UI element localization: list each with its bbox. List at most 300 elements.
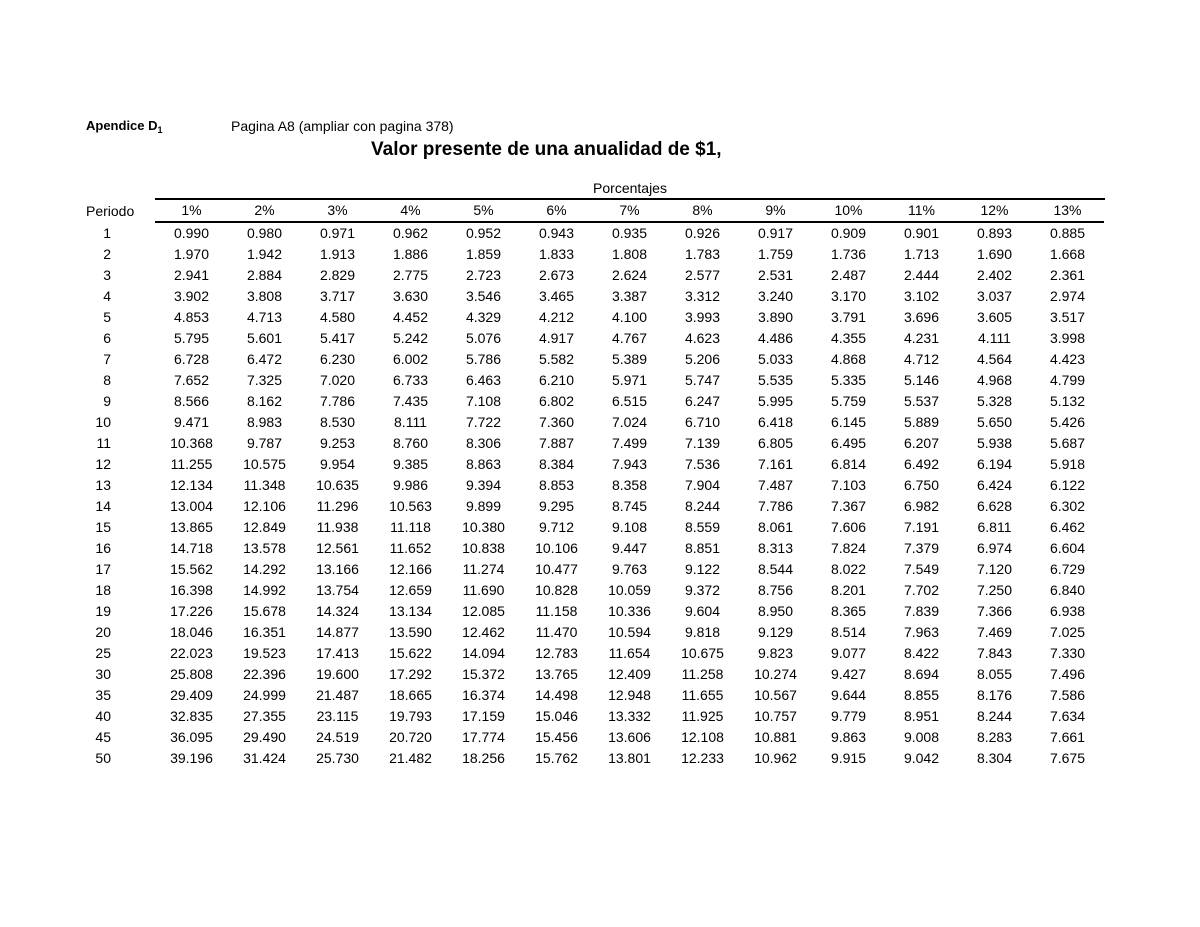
value-cell: 3.605: [976, 309, 1013, 325]
value-cell: 12.409: [608, 666, 651, 682]
value-cell: 14.992: [243, 582, 286, 598]
value-cell: 7.108: [465, 393, 502, 409]
table-row: [86, 349, 1104, 370]
value-cell: 6.122: [1049, 477, 1086, 493]
value-cell: 15.046: [535, 708, 578, 724]
rate-column-header: 8%: [666, 200, 739, 222]
value-cell: 8.559: [684, 519, 721, 535]
value-cell: 6.628: [976, 498, 1013, 514]
table-row: [86, 727, 1104, 748]
value-cell: 14.324: [316, 603, 359, 619]
value-cell: 10.757: [754, 708, 797, 724]
value-cell: 4.713: [246, 309, 283, 325]
table-row: [86, 433, 1104, 454]
value-cell: 19.523: [243, 645, 286, 661]
value-cell: 6.492: [903, 456, 940, 472]
value-cell: 8.022: [830, 561, 867, 577]
value-cell: 5.328: [976, 393, 1013, 409]
value-cell: 21.487: [316, 687, 359, 703]
value-cell: 4.423: [1049, 351, 1086, 367]
value-cell: 6.710: [684, 414, 721, 430]
table-row: [86, 517, 1104, 538]
table-row: [86, 664, 1104, 685]
value-cell: 4.452: [392, 309, 429, 325]
table-row: [86, 370, 1104, 391]
value-cell: 2.974: [1049, 288, 1086, 304]
value-cell: 6.247: [684, 393, 721, 409]
value-cell: 9.779: [830, 708, 867, 724]
value-cell: 7.839: [903, 603, 940, 619]
rate-column-header: 4%: [374, 200, 447, 222]
value-cell: 6.938: [1049, 603, 1086, 619]
value-cell: 11.258: [681, 666, 724, 682]
value-cell: 0.952: [465, 225, 502, 241]
value-cell: 11.938: [316, 519, 359, 535]
annuity-table: [86, 200, 1104, 769]
value-cell: 7.120: [976, 561, 1013, 577]
value-cell: 5.206: [684, 351, 721, 367]
value-cell: 8.694: [903, 666, 940, 682]
value-cell: 3.717: [319, 288, 356, 304]
value-cell: 3.998: [1049, 330, 1086, 346]
value-cell: 19.600: [316, 666, 359, 682]
value-cell: 29.490: [243, 729, 286, 745]
value-cell: 10.274: [754, 666, 797, 682]
rate-column-header: 5%: [447, 200, 520, 222]
value-cell: 6.210: [538, 372, 575, 388]
value-cell: 7.250: [976, 582, 1013, 598]
value-cell: 7.496: [1049, 666, 1086, 682]
period-cell: 12: [95, 456, 111, 472]
value-cell: 3.102: [903, 288, 940, 304]
rate-column-header: 2%: [228, 200, 301, 222]
value-cell: 5.033: [757, 351, 794, 367]
period-cell: 11: [96, 435, 111, 451]
value-cell: 14.498: [535, 687, 578, 703]
value-cell: 10.368: [170, 435, 213, 451]
value-cell: 7.843: [976, 645, 1013, 661]
value-cell: 4.968: [976, 372, 1013, 388]
value-cell: 5.995: [757, 393, 794, 409]
value-cell: 8.244: [684, 498, 721, 514]
value-cell: 4.623: [684, 330, 721, 346]
value-cell: 9.042: [903, 750, 940, 766]
value-cell: 8.544: [757, 561, 794, 577]
value-cell: 3.808: [246, 288, 283, 304]
value-cell: 4.100: [611, 309, 648, 325]
value-cell: 6.982: [903, 498, 940, 514]
value-cell: 13.578: [243, 540, 286, 556]
period-cell: 17: [95, 561, 111, 577]
value-cell: 10.962: [754, 750, 797, 766]
rate-column-header: 13%: [1031, 200, 1104, 222]
value-cell: 5.076: [465, 330, 502, 346]
value-cell: 4.231: [903, 330, 940, 346]
value-cell: 32.835: [170, 708, 213, 724]
value-cell: 17.226: [170, 603, 213, 619]
value-cell: 10.838: [462, 540, 505, 556]
value-cell: 16.374: [462, 687, 505, 703]
value-cell: 15.456: [535, 729, 578, 745]
value-cell: 8.283: [976, 729, 1013, 745]
value-cell: 36.095: [170, 729, 213, 745]
value-cell: 8.951: [903, 708, 940, 724]
value-cell: 7.020: [319, 372, 356, 388]
value-cell: 23.115: [316, 708, 359, 724]
value-cell: 14.292: [243, 561, 286, 577]
value-cell: 5.650: [976, 414, 1013, 430]
value-cell: 6.974: [976, 540, 1013, 556]
value-cell: 1.913: [319, 246, 356, 262]
value-cell: 6.802: [538, 393, 575, 409]
value-cell: 5.335: [830, 372, 867, 388]
value-cell: 13.606: [608, 729, 651, 745]
value-cell: 1.886: [392, 246, 429, 262]
value-cell: 5.971: [611, 372, 648, 388]
value-cell: 6.495: [830, 435, 867, 451]
value-cell: 6.840: [1049, 582, 1086, 598]
value-cell: 4.853: [173, 309, 210, 325]
value-cell: 27.355: [243, 708, 286, 724]
period-cell: 9: [103, 393, 111, 409]
value-cell: 4.111: [978, 330, 1011, 346]
value-cell: 6.207: [903, 435, 940, 451]
value-cell: 4.486: [757, 330, 794, 346]
value-cell: 17.159: [462, 708, 505, 724]
value-cell: 5.918: [1049, 456, 1086, 472]
value-cell: 3.696: [903, 309, 940, 325]
value-cell: 8.950: [757, 603, 794, 619]
value-cell: 22.023: [170, 645, 213, 661]
value-cell: 7.786: [319, 393, 356, 409]
table-row: [86, 559, 1104, 580]
value-cell: 5.132: [1049, 393, 1086, 409]
value-cell: 18.665: [389, 687, 432, 703]
value-cell: 6.424: [976, 477, 1013, 493]
value-cell: 8.760: [392, 435, 429, 451]
value-cell: 6.729: [1049, 561, 1086, 577]
table-header: [86, 200, 1104, 222]
table-body: [86, 222, 1104, 769]
value-cell: 7.469: [976, 624, 1013, 640]
value-cell: 4.355: [830, 330, 867, 346]
value-cell: 10.828: [535, 582, 578, 598]
value-cell: 4.580: [319, 309, 356, 325]
value-cell: 10.675: [681, 645, 724, 661]
value-cell: 5.426: [1049, 414, 1086, 430]
value-cell: 9.954: [319, 456, 356, 472]
value-cell: 1.736: [830, 246, 867, 262]
rate-column-header: 10%: [812, 200, 885, 222]
value-cell: 6.418: [757, 414, 794, 430]
value-cell: 12.561: [316, 540, 359, 556]
value-cell: 17.292: [389, 666, 432, 682]
value-cell: 15.762: [535, 750, 578, 766]
value-cell: 25.808: [170, 666, 213, 682]
value-cell: 3.517: [1049, 309, 1086, 325]
value-cell: 15.372: [462, 666, 505, 682]
value-cell: 8.853: [538, 477, 575, 493]
value-cell: 18.256: [462, 750, 505, 766]
value-cell: 13.754: [316, 582, 359, 598]
value-cell: 0.962: [392, 225, 429, 241]
value-cell: 10.594: [608, 624, 651, 640]
value-cell: 5.242: [392, 330, 429, 346]
value-cell: 7.360: [538, 414, 575, 430]
value-cell: 5.889: [903, 414, 940, 430]
value-cell: 6.814: [830, 456, 867, 472]
value-cell: 2.941: [173, 267, 210, 283]
value-cell: 7.661: [1049, 729, 1086, 745]
value-cell: 11.654: [608, 645, 651, 661]
period-cell: 10: [95, 414, 111, 430]
value-cell: 3.890: [757, 309, 794, 325]
page-reference: Pagina A8 (ampliar con pagina 378): [231, 118, 454, 134]
value-cell: 7.943: [611, 456, 648, 472]
value-cell: 5.601: [246, 330, 283, 346]
value-cell: 8.514: [830, 624, 867, 640]
value-cell: 5.146: [903, 372, 940, 388]
value-cell: 11.296: [316, 498, 359, 514]
value-cell: 5.786: [465, 351, 502, 367]
value-cell: 3.993: [684, 309, 721, 325]
value-cell: 8.304: [976, 750, 1013, 766]
value-cell: 12.233: [681, 750, 724, 766]
value-cell: 8.176: [976, 687, 1013, 703]
value-cell: 5.747: [684, 372, 721, 388]
value-cell: 6.733: [392, 372, 429, 388]
table-row: [86, 643, 1104, 664]
rate-column-header: 9%: [739, 200, 812, 222]
value-cell: 11.255: [170, 456, 213, 472]
value-cell: 7.139: [684, 435, 721, 451]
value-cell: 7.024: [611, 414, 648, 430]
value-cell: 13.004: [170, 498, 213, 514]
value-cell: 12.948: [608, 687, 651, 703]
value-cell: 12.166: [389, 561, 432, 577]
value-cell: 13.865: [170, 519, 213, 535]
value-cell: 1.942: [246, 246, 283, 262]
value-cell: 0.990: [173, 225, 210, 241]
value-cell: 7.963: [903, 624, 940, 640]
value-cell: 2.487: [830, 267, 867, 283]
value-cell: 11.470: [535, 624, 578, 640]
value-cell: 1.713: [903, 246, 940, 262]
value-cell: 9.818: [684, 624, 721, 640]
period-cell: 35: [95, 687, 111, 703]
table-row: [86, 622, 1104, 643]
table-row: [86, 391, 1104, 412]
value-cell: 3.240: [757, 288, 794, 304]
value-cell: 2.402: [976, 267, 1013, 283]
value-cell: 9.471: [173, 414, 210, 430]
value-cell: 13.765: [535, 666, 578, 682]
value-cell: 9.385: [392, 456, 429, 472]
table-row: [86, 538, 1104, 559]
period-cell: 13: [95, 477, 111, 493]
value-cell: 10.106: [535, 540, 578, 556]
value-cell: 10.563: [389, 498, 432, 514]
period-cell: 3: [103, 267, 111, 283]
value-cell: 16.398: [170, 582, 213, 598]
period-cell: 45: [95, 729, 111, 745]
value-cell: 6.805: [757, 435, 794, 451]
value-cell: 10.380: [462, 519, 505, 535]
value-cell: 5.417: [319, 330, 356, 346]
value-cell: 9.644: [830, 687, 867, 703]
value-cell: 8.384: [538, 456, 575, 472]
value-cell: 1.759: [757, 246, 794, 262]
value-cell: 4.917: [538, 330, 575, 346]
value-cell: 12.659: [389, 582, 432, 598]
value-cell: 39.196: [170, 750, 213, 766]
value-cell: 3.037: [976, 288, 1013, 304]
value-cell: 13.801: [608, 750, 651, 766]
value-cell: 7.536: [684, 456, 721, 472]
value-cell: 2.577: [684, 267, 721, 283]
value-cell: 6.472: [246, 351, 283, 367]
value-cell: 11.925: [681, 708, 724, 724]
value-cell: 10.059: [608, 582, 651, 598]
value-cell: 8.530: [319, 414, 356, 430]
page-title: Valor presente de una anualidad de $1,: [371, 139, 722, 160]
period-cell: 18: [95, 582, 111, 598]
table-row: [86, 748, 1104, 769]
value-cell: 19.793: [389, 708, 432, 724]
value-cell: 5.535: [757, 372, 794, 388]
value-cell: 0.935: [611, 225, 648, 241]
value-cell: 9.604: [684, 603, 721, 619]
value-cell: 8.566: [173, 393, 210, 409]
appendix-label-text: Apendice D: [86, 118, 158, 133]
value-cell: 6.194: [976, 456, 1013, 472]
period-cell: 30: [95, 666, 111, 682]
value-cell: 29.409: [170, 687, 213, 703]
value-cell: 4.564: [976, 351, 1013, 367]
value-cell: 9.763: [611, 561, 648, 577]
table-row: [86, 475, 1104, 496]
value-cell: 4.868: [830, 351, 867, 367]
value-cell: 6.462: [1049, 519, 1086, 535]
value-cell: 25.730: [316, 750, 359, 766]
value-cell: 1.970: [173, 246, 210, 262]
table-row: [86, 265, 1104, 286]
value-cell: 6.302: [1049, 498, 1086, 514]
value-cell: 0.901: [903, 225, 940, 241]
value-cell: 17.774: [462, 729, 505, 745]
value-cell: 2.829: [319, 267, 356, 283]
value-cell: 21.482: [389, 750, 432, 766]
value-cell: 5.795: [173, 330, 210, 346]
table-row: [86, 580, 1104, 601]
value-cell: 5.938: [976, 435, 1013, 451]
period-cell: 4: [103, 288, 111, 304]
value-cell: 8.983: [246, 414, 283, 430]
value-cell: 9.253: [319, 435, 356, 451]
value-cell: 1.690: [976, 246, 1013, 262]
period-cell: 16: [95, 540, 111, 556]
period-cell: 6: [103, 330, 111, 346]
period-cell: 40: [95, 708, 111, 724]
value-cell: 9.108: [611, 519, 648, 535]
value-cell: 8.855: [903, 687, 940, 703]
table-row: [86, 601, 1104, 622]
value-cell: 15.622: [389, 645, 432, 661]
value-cell: 6.230: [319, 351, 356, 367]
table-row: [86, 412, 1104, 433]
value-cell: 9.447: [611, 540, 648, 556]
value-cell: 4.212: [538, 309, 575, 325]
value-cell: 6.002: [392, 351, 429, 367]
value-cell: 3.902: [173, 288, 210, 304]
value-cell: 6.604: [1049, 540, 1086, 556]
value-cell: 7.191: [903, 519, 940, 535]
value-cell: 0.917: [757, 225, 794, 241]
value-cell: 11.158: [535, 603, 578, 619]
value-cell: 3.465: [538, 288, 575, 304]
value-cell: 24.999: [243, 687, 286, 703]
value-cell: 6.728: [173, 351, 210, 367]
table-row: [86, 307, 1104, 328]
value-cell: 1.783: [684, 246, 721, 262]
rate-column-header: 3%: [301, 200, 374, 222]
value-cell: 0.943: [538, 225, 575, 241]
value-cell: 5.582: [538, 351, 575, 367]
value-cell: 5.537: [903, 393, 940, 409]
value-cell: 6.515: [611, 393, 648, 409]
value-cell: 8.111: [394, 414, 427, 430]
table-row: [86, 496, 1104, 517]
value-cell: 5.759: [830, 393, 867, 409]
value-cell: 8.851: [684, 540, 721, 556]
value-cell: 2.723: [465, 267, 502, 283]
value-cell: 14.094: [462, 645, 505, 661]
value-cell: 7.675: [1049, 750, 1086, 766]
value-cell: 2.624: [611, 267, 648, 283]
value-cell: 12.085: [462, 603, 505, 619]
value-cell: 7.366: [976, 603, 1013, 619]
value-cell: 2.444: [903, 267, 940, 283]
value-cell: 9.787: [246, 435, 283, 451]
value-cell: 7.722: [465, 414, 502, 430]
value-cell: 8.313: [757, 540, 794, 556]
value-cell: 7.161: [757, 456, 794, 472]
table-row: [86, 286, 1104, 307]
value-cell: 5.687: [1049, 435, 1086, 451]
value-cell: 9.712: [538, 519, 575, 535]
value-cell: 9.122: [684, 561, 721, 577]
value-cell: 10.477: [535, 561, 578, 577]
value-cell: 8.422: [903, 645, 940, 661]
value-cell: 10.567: [754, 687, 797, 703]
value-cell: 9.077: [830, 645, 867, 661]
value-cell: 11.652: [389, 540, 432, 556]
value-cell: 3.546: [465, 288, 502, 304]
period-cell: 50: [95, 750, 111, 766]
value-cell: 11.348: [243, 477, 286, 493]
table-row: [86, 244, 1104, 265]
value-cell: 7.499: [611, 435, 648, 451]
value-cell: 5.389: [611, 351, 648, 367]
value-cell: 20.720: [389, 729, 432, 745]
period-cell: 15: [95, 519, 111, 535]
value-cell: 22.396: [243, 666, 286, 682]
value-cell: 3.791: [830, 309, 867, 325]
period-cell: 8: [103, 372, 111, 388]
value-cell: 7.887: [538, 435, 575, 451]
value-cell: 3.387: [611, 288, 648, 304]
value-cell: 7.103: [830, 477, 867, 493]
